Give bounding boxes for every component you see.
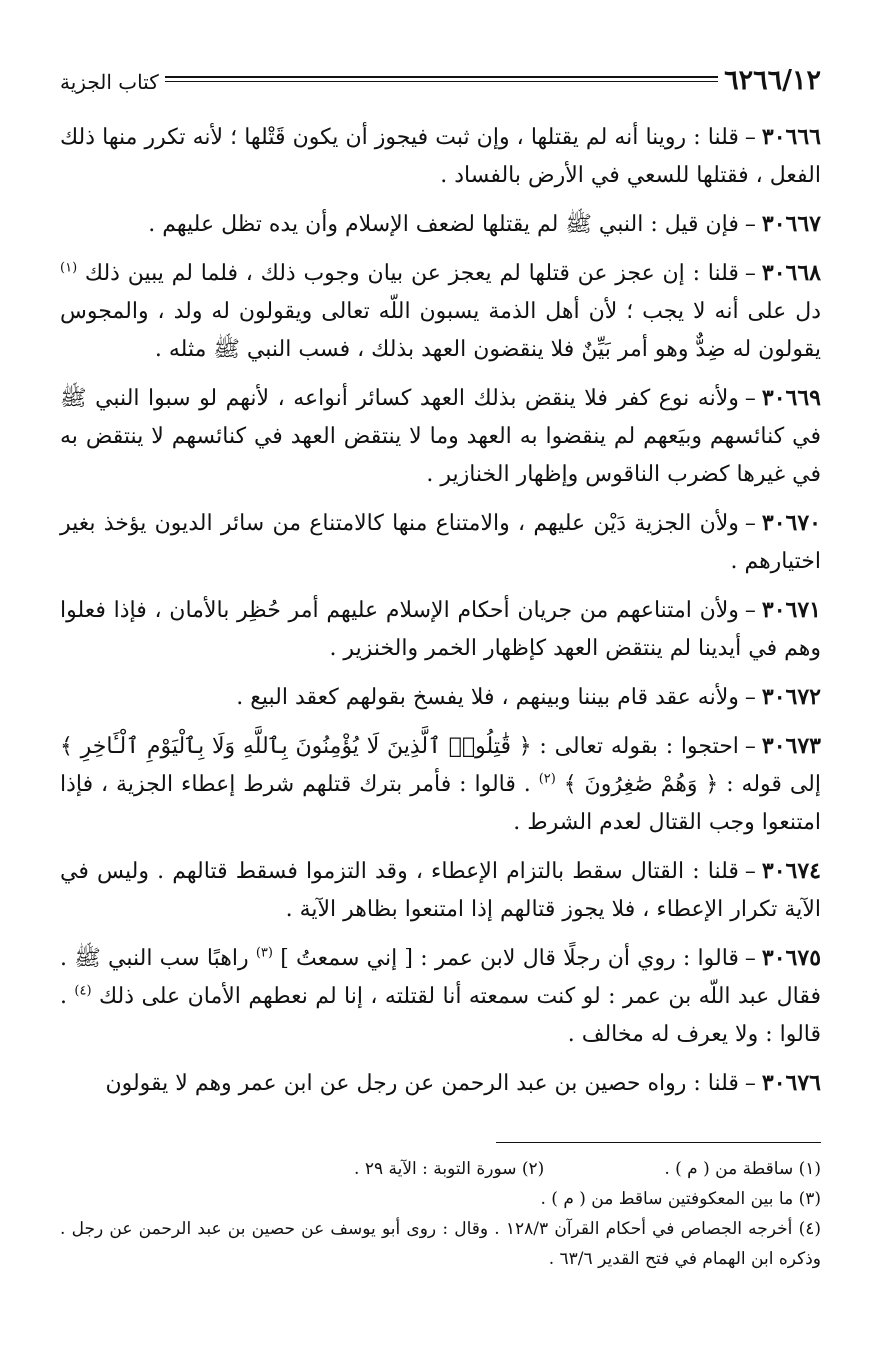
paragraph-number: ٣٠٦٦٩ bbox=[761, 385, 821, 411]
book-page bbox=[60, 0, 821, 1350]
paragraph-30671 bbox=[60, 591, 821, 668]
paragraph-30666 bbox=[60, 118, 821, 195]
footnote-ref-3[interactable]: (٣) bbox=[255, 945, 273, 961]
footnote-3: (٣) ما بين المعكوفتين ساقط من ( م ) . bbox=[540, 1189, 821, 1209]
paragraph-number: ٣٠٦٦٧ bbox=[761, 211, 821, 237]
paragraph-number: ٣٠٦٧١ bbox=[761, 597, 821, 623]
paragraph-number: ٣٠٦٧٠ bbox=[761, 510, 821, 536]
paragraph-number: ٣٠٦٧٥ bbox=[761, 945, 822, 971]
footnote-2: (٢) سورة التوبة : الآية ٢٩ . bbox=[354, 1159, 545, 1179]
paragraph-30668 bbox=[60, 254, 821, 369]
dash-separator: – bbox=[744, 212, 756, 237]
paragraph-number: ٣٠٦٧٢ bbox=[761, 684, 821, 710]
paragraph-30669 bbox=[60, 379, 821, 494]
main-text bbox=[60, 118, 821, 1113]
paragraph-text-end: . قالوا : ولا يعرف له مخالف . bbox=[60, 984, 821, 1047]
paragraph-30667 bbox=[60, 205, 821, 244]
footnotes-row-1 bbox=[60, 1154, 821, 1184]
footnote-ref-1[interactable]: (١) bbox=[60, 260, 78, 276]
paragraph-number: ٣٠٦٧٣ bbox=[761, 733, 821, 759]
footnote-4: (٤) أخرجه الجصاص في أحكام القرآن ١٢٨/٣ . وقال : روى أبو يوسف عن حصين بن عبد الرحمن عن رجل . وذكره ابن الهمام في فتح القدير ٦٣/٦ . bbox=[60, 1219, 822, 1269]
paragraph-30675 bbox=[60, 939, 821, 1054]
paragraph-30670 bbox=[60, 504, 821, 581]
footnotes bbox=[60, 1154, 821, 1274]
dash-separator: – bbox=[744, 511, 756, 536]
paragraph-text: قلنا : روينا أنه لم يقتلها ، وإن ثبت فيجوز أن يكون قَتْلها ؛ لأنه تكرر منها ذلك الفعل ، فقتلها للسعي في الأرض بالفساد . bbox=[60, 125, 821, 188]
dash-separator: – bbox=[744, 685, 756, 710]
paragraph-number: ٣٠٦٧٤ bbox=[761, 858, 821, 884]
paragraph-text-continued: راهبًا سب النبي ﷺ . فقال عبد اللّه بن عمر : لو كنت سمعته أنا لقتلته ، إنا لم نعطهم الأمان على ذلك bbox=[60, 946, 821, 1009]
footnotes-rule bbox=[496, 1142, 821, 1143]
paragraph-text: قلنا : القتال سقط بالتزام الإعطاء ، وقد التزموا فسقط قتالهم . وليس في الآية تكرار الإعطاء ، فلا يجوز قتالهم إذا امتنعوا بظاهر الآية . bbox=[60, 859, 821, 922]
dash-separator: – bbox=[744, 734, 756, 759]
paragraph-30674 bbox=[60, 852, 821, 929]
paragraph-text: فإن قيل : النبي ﷺ لم يقتلها لضعف الإسلام وأن يده تظل عليهم . bbox=[148, 212, 739, 237]
paragraph-text-continued: دل على أنه لا يجب ؛ لأن أهل الذمة يسبون اللّه تعالى ويقولون له ولد ، والمجوس يقولون له ضِدٌّ وهو أمر بَيِّنٌ فلا ينقضون العهد بذلك ، فسب النبي ﷺ مثله . bbox=[60, 299, 821, 362]
footnote-ref-2[interactable]: (٢) bbox=[538, 771, 556, 787]
page-header bbox=[60, 60, 821, 96]
paragraph-text: قلنا : إن عجز عن قتلها لم يعجز عن بيان وجوب ذلك ، فلما لم يبين ذلك bbox=[84, 261, 739, 286]
header-rule bbox=[165, 76, 718, 82]
dash-separator: – bbox=[744, 946, 756, 971]
dash-separator: – bbox=[744, 386, 756, 411]
dash-separator: – bbox=[744, 1071, 756, 1096]
book-title: كتاب الجزية bbox=[60, 70, 159, 94]
paragraph-number: ٣٠٦٧٦ bbox=[761, 1070, 821, 1096]
footnote-1: (١) ساقطة من ( م ) . bbox=[664, 1159, 821, 1179]
paragraph-30676 bbox=[60, 1064, 821, 1103]
paragraph-text: ولأن امتناعهم من جريان أحكام الإسلام عليهم أمر حُظِر بالأمان ، فإذا فعلوا وهم في أيدينا لم ينتقض العهد كإظهار الخمر والخنزير . bbox=[60, 598, 821, 661]
paragraph-30673 bbox=[60, 727, 821, 842]
page-number: ٦٢٦٦/١٢ bbox=[724, 65, 821, 96]
paragraph-text: قلنا : رواه حصين بن عبد الرحمن عن رجل عن ابن عمر وهم لا يقولون bbox=[105, 1071, 739, 1096]
paragraph-number: ٣٠٦٦٨ bbox=[761, 260, 821, 286]
paragraph-text-continued: . قالوا : فأمر بترك قتلهم شرط إعطاء الجزية ، فإذا امتنعوا وجب القتال لعدم الشرط . bbox=[60, 772, 821, 835]
footnote-ref-4[interactable]: (٤) bbox=[74, 983, 92, 999]
paragraph-30672 bbox=[60, 678, 821, 717]
paragraph-text: احتجوا : بقوله تعالى : ﴿ قَٰتِلُوا۟ ٱلَّذِينَ لَا يُؤْمِنُونَ بِٱللَّهِ وَلَا بِٱلْيَوْمِ ٱلْـَٔاخِرِ ﴾ إلى قوله : ﴿ وَهُمْ صَٰغِرُونَ ﴾ bbox=[60, 734, 821, 797]
paragraph-number: ٣٠٦٦٦ bbox=[761, 124, 821, 150]
dash-separator: – bbox=[744, 598, 756, 623]
paragraph-text: ولأن الجزية دَيْن عليهم ، والامتناع منها كالامتناع من سائر الديون يؤخذ بغير اختيارهم . bbox=[60, 511, 821, 574]
dash-separator: – bbox=[744, 859, 756, 884]
paragraph-text: ولأنه نوع كفر فلا ينقض بذلك العهد كسائر أنواعه ، لأنهم لو سبوا النبي ﷺ في كنائسهم وبيَعهم لم ينقضوا به العهد وما لا ينتقض العهد في كنائسهم لا ينتقض به في غيرها كضرب الناقوس وإظهار الخنازير . bbox=[60, 386, 821, 487]
paragraph-text: ولأنه عقد قام بيننا وبينهم ، فلا يفسخ بقولهم كعقد البيع . bbox=[236, 685, 739, 710]
dash-separator: – bbox=[744, 125, 756, 150]
dash-separator: – bbox=[744, 261, 756, 286]
paragraph-text: قالوا : روي أن رجلًا قال لابن عمر : [ إني سمعتُ ] bbox=[280, 946, 739, 971]
